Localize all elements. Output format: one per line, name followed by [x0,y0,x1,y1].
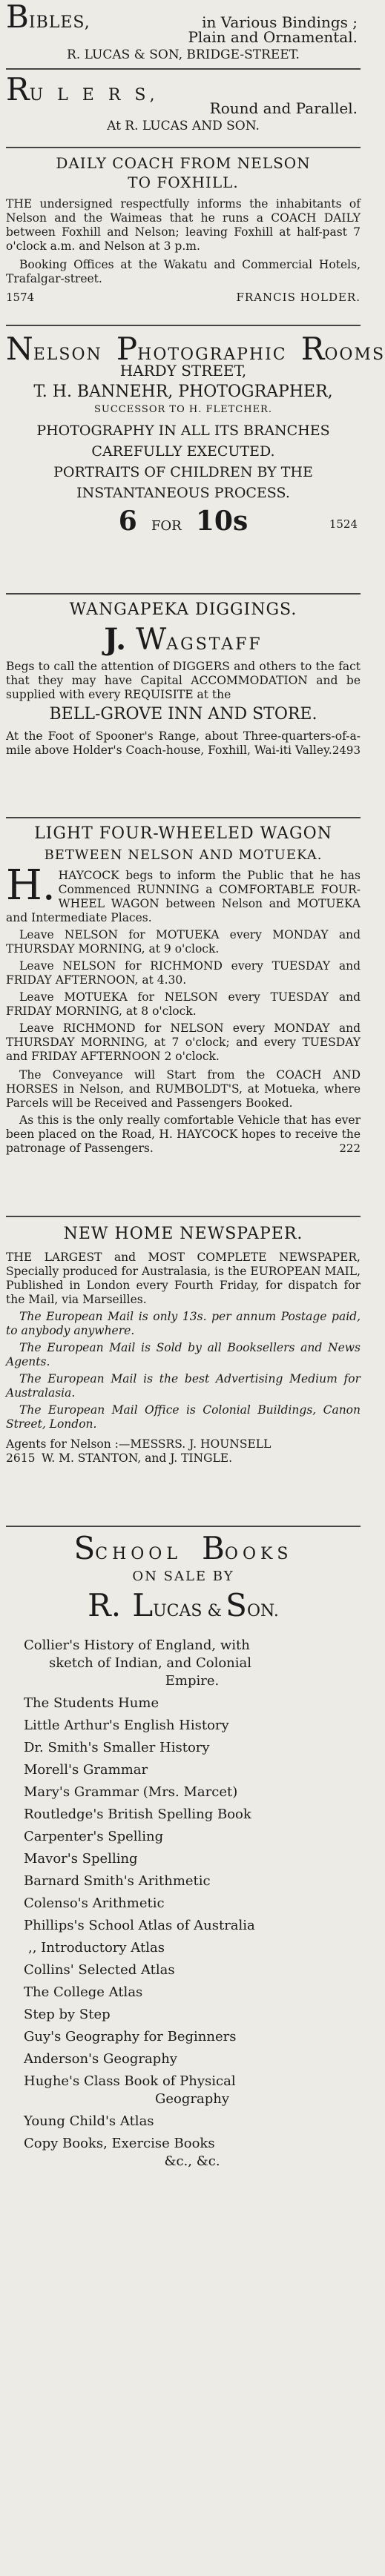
school-book-list [6,1637,361,2171]
school-seller-r: R. [88,1587,122,1623]
list-item: Little Arthur's English History [24,1718,229,1733]
list-item: The Students Hume [24,1695,159,1711]
school-seller-ucas: UCAS & [153,1602,223,1620]
school-dropcap-s: S [73,1530,96,1566]
school-title-school: CHOOL [95,1545,182,1563]
bibles-title: IBLES, [28,13,91,32]
list-item: Copy Books, Exercise Books [24,2136,215,2151]
list-item: Collier's History of England, with [24,1638,250,1653]
list-item: Step by Step [24,2007,111,2022]
wagon-conveyance: The Conveyance will Start from the COACH AND HORSES in Nelson, and RUMBOLDT'S, at Motueka, where Parcels will be Received and Passengers Booked. [6,1068,361,1110]
school-seller-l: L [132,1587,154,1623]
photo-rooms: OOMS [324,345,385,364]
newspaper-advert [0,1225,366,1466]
newspaper-heading: NEW HOME NEWSPAPER. [63,1225,303,1243]
photo-nelson: ELSON [33,345,102,364]
school-seller-on: ON. [246,1602,279,1620]
photo-rooms-advert [0,331,385,537]
newspaper-agents: Agents for Nelson :—MESSRS. J. HOUNSELL [6,1437,272,1451]
coach-proprietor: FRANCIS HOLDER. [236,291,361,304]
photo-price-a: 6 [118,506,137,537]
newspaper-sold: The European Mail is Sold by all Booksellers and News Agents. [6,1341,361,1368]
list-item: Geography [154,2091,229,2107]
list-item: Phillips's School Atlas of Australia [24,1918,255,1933]
rulers-dropcap: R [6,71,30,107]
list-item: Carpenter's Spelling [24,1829,164,1844]
wagon-dropcap: H. [6,861,56,910]
list-item: Barnard Smith's Arithmetic [24,1873,211,1889]
photo-price-b: 10s [195,506,249,537]
newspaper-advertising: The European Mail is the best Advertising Medium for Australasia. [6,1372,361,1400]
list-item: Collins' Selected Atlas [24,1962,175,1978]
diggings-location: At the Foot of Spooner's Range, about Three-quarters-of-a-mile above Holder's Coach-house, Foxhill, Wai-iti Valley. [6,729,361,757]
list-item: Guy's Geography for Beginners [24,2029,237,2044]
list-item: &c., &c. [164,2153,220,2169]
newspaper-body: THE LARGEST and MOST COMPLETE NEWSPAPER, Specially produced for Australasia, is the EUROPEAN MAIL, Published in London every Fourth Friday, for dispatch for the Mail, via Marseilles. [6,1251,361,1306]
list-item: Mary's Grammar (Mrs. Marcet) [24,1784,238,1800]
bibles-bindings: in Various Bindings ; [202,13,358,31]
photo-process: INSTANTANEOUS PROCESS. [76,485,290,501]
diggings-body: Begs to call the attention of DIGGERS and others to the fact that they may have Capital ACCOMMODATION and be supplied with every REQUISITE at the [6,660,361,701]
list-item: sketch of Indian, and Colonial [49,1655,252,1671]
coach-body: THE undersigned respectfully informs the inhabitants of Nelson and the Waimeas that he runs a COACH DAILY between Foxhill and Nelson; leaving Foxhill at half-past 7 o'clock a.m. and Nelson at 3 p.m. [6,197,361,253]
coach-heading: DAILY COACH FROM NELSON [56,154,311,172]
school-books-advert [0,1530,366,2171]
rulers-round-parallel: Round and Parallel. [209,99,358,117]
list-item: Dr. Smith's Smaller History [24,1740,210,1755]
wagon-time-1: Leave NELSON for MOTUEKA every MONDAY and THURSDAY MORNING, at 9 o'clock. [6,928,361,956]
school-on-sale: ON SALE BY [132,1569,234,1584]
photo-successor: SUCCESSOR TO H. FLETCHER. [94,404,272,415]
newspaper-agents-2: W. M. STANTON, and J. TINGLE. [42,1451,233,1465]
divider [6,593,361,595]
photo-ad-number: 1524 [329,517,358,531]
wagon-time-4: Leave RICHMOND for NELSON every MONDAY and THURSDAY MORNING, at 7 o'clock; and every TUESDAY and FRIDAY AFTERNOON 2 o'clock. [6,1022,361,1063]
photo-portraits: PORTRAITS OF CHILDREN BY THE [53,464,313,480]
bibles-seller: R. LUCAS & SON, BRIDGE-STREET. [67,47,300,62]
divider [6,1216,361,1217]
newspaper-ad-number: 2615 [6,1451,36,1465]
divider [6,147,361,148]
wagon-heading: LIGHT FOUR-WHEELED WAGON [34,824,332,843]
coach-ad-number: 1574 [6,291,35,304]
list-item: Routledge's British Spelling Book [24,1807,251,1822]
wagon-time-2: Leave NELSON for RICHMOND every TUESDAY and FRIDAY AFTERNOON, at 4.30. [6,959,361,987]
list-item: Anderson's Geography [24,2051,177,2067]
coach-advert [0,154,366,304]
photo-dropcap-p: P [116,331,138,367]
photo-photographic: HOTOGRAPHIC [137,345,287,364]
list-item: The College Atlas [24,1984,143,2000]
diggings-heading: WANGAPEKA DIGGINGS. [69,600,297,619]
diggings-initial: J. [104,622,127,657]
wagon-subheading: BETWEEN NELSON AND MOTUEKA. [44,847,323,863]
wagon-only-vehicle: As this is the only really comfortable Vehicle that has ever been placed on the Road, H. HAYCOCK hopes to receive the patronage of Passengers. [6,1113,361,1155]
bibles-advert [0,1,366,62]
diggings-ad-number: 2493 [332,744,361,757]
diggings-wagstaff: AGSTAFF [166,635,263,654]
school-title-books: OOKS [224,1545,293,1563]
list-item: Mavor's Spelling [24,1851,138,1867]
divider [6,1526,361,1527]
wagon-time-3: Leave MOTUEKA for NELSON every TUESDAY and FRIDAY MORNING, at 8 o'clock. [6,990,361,1018]
school-seller-s: S [226,1587,247,1623]
rulers-seller: At R. LUCAS AND SON. [107,119,260,133]
coach-subheading: TO FOXHILL. [128,173,239,191]
wagon-ad-number: 222 [339,1142,361,1155]
list-item: Empire. [165,1673,220,1689]
school-dropcap-b: B [202,1530,225,1566]
photo-carefully: CAREFULLY EXECUTED. [91,443,275,460]
divider [6,817,361,818]
bibles-plain: Plain and Ornamental. [188,28,358,46]
list-item: Young Child's Atlas [24,2113,154,2129]
newspaper-office: The European Mail Office is Colonial Buildings, Canon Street, London. [6,1403,361,1431]
list-item: Hughe's Class Book of Physical [24,2073,236,2089]
coach-booking: Booking Offices at the Wakatu and Commercial Hotels, Trafalgar-street. [6,258,361,285]
wagon-intro: HAYCOCK begs to inform the Public that he has Commenced RUNNING a COMFORTABLE FOUR-WHEEL WAGON between Nelson and MOTUEKA and Intermediate Places. [6,869,361,924]
rulers-title: U L E R S, [29,86,159,105]
photo-street: HARDY STREET, [119,362,247,380]
list-item: ,, Introductory Atlas [28,1940,165,1956]
diggings-advert [0,600,366,757]
photo-photographer: T. H. BANNEHR, PHOTOGRAPHER, [33,383,333,401]
diggings-inn: BELL-GROVE INN AND STORE. [49,705,317,724]
diggings-dropcap-w: W [136,623,167,657]
divider [6,325,361,326]
photo-price-for: FOR [151,518,182,534]
newspaper-price: The European Mail is only 13s. per annum Postage paid, to anybody anywhere. [6,1310,361,1337]
photo-branches: PHOTOGRAPHY IN ALL ITS BRANCHES [36,423,330,439]
photo-dropcap-n: N [6,331,33,367]
rulers-advert [0,71,366,133]
photo-dropcap-r: R [300,331,325,367]
divider [6,68,361,70]
bibles-dropcap: B [6,0,29,35]
list-item: Colenso's Arithmetic [24,1895,165,1911]
list-item: Morell's Grammar [24,1762,148,1778]
wagon-advert [0,824,366,1155]
